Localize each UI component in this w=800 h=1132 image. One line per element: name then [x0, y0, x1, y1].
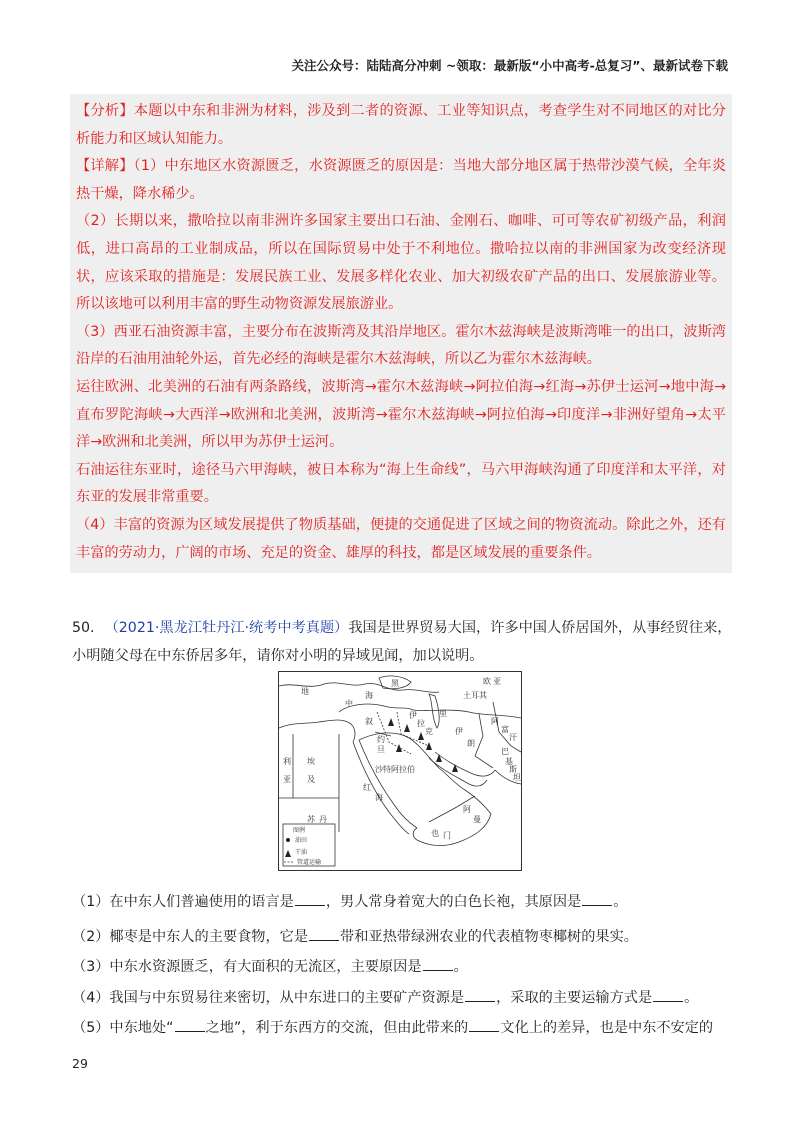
answer-blank[interactable]: [295, 891, 325, 906]
question-source: （2021·黑龙江牡丹江·统考中考真题）: [104, 620, 349, 636]
map-label-yue: 约: [377, 735, 385, 744]
legend-pipeline: 管道运输: [297, 859, 322, 866]
subq4-mid: ，采取的主要运输方式是: [496, 990, 653, 1006]
subq5-pre: （5）中东地处“: [72, 1020, 174, 1036]
legend-oil: 干油: [295, 849, 308, 856]
map-label-hai: 海: [365, 691, 373, 700]
subq5-mid: 之地”，利于东西方的交流，但由此带来的: [205, 1020, 469, 1036]
answer-blank[interactable]: [423, 956, 453, 971]
subquestion-1: [72, 891, 732, 912]
map-drawing: [279, 672, 521, 870]
map-label-tan: 坦: [513, 773, 521, 782]
question-text: 我国是世界贸易大国，许多中国人侨居国外，从事经贸往来，小明随父母在中东侨居多年，请你对小明的异域见闻，加以说明。: [72, 620, 732, 664]
map-label-han: 汗: [509, 733, 517, 742]
question-50: [72, 614, 732, 670]
subq1-pre: （1）在中东人们普遍使用的语言是: [72, 894, 294, 910]
subq4-post: 。: [684, 990, 699, 1006]
subq3-mid: 。: [453, 959, 468, 975]
answer-blank[interactable]: [175, 1017, 205, 1032]
map-label-ye: 也: [431, 829, 439, 838]
map-label-ya2: 亚: [493, 677, 501, 686]
map-label-li2: 里: [439, 709, 447, 718]
map-label-jii: 基: [505, 757, 513, 766]
detail-part-3: （3）西亚石油资源丰富，主要分布在波斯湾及其沿岸地区。霍尔木兹海峡是波斯湾唯一的出口，波斯湾沿岸的石油用油轮外运，首先必经的海峡是霍尔木兹海峡，所以乙为霍尔木兹海峡。: [76, 323, 726, 368]
subq1-post: 。: [613, 894, 628, 910]
subquestion-2: [72, 926, 732, 947]
analysis-paragraph: [76, 98, 726, 153]
middle-east-map: [278, 671, 522, 871]
map-label-turkey: 土耳其: [463, 691, 487, 700]
map-label-hong: 红: [363, 783, 371, 792]
map-label-di: 地: [301, 687, 309, 696]
xiangjie-text: （1）中东地区水资源匮乏，水资源匮乏的原因是：当地大部分地区属于热带沙漠气候，全年炎热干燥，降水稀少。: [76, 158, 726, 202]
answer-blank[interactable]: [465, 987, 495, 1002]
question-number: 50.: [72, 620, 95, 636]
subq3-pre: （3）中东水资源匮乏，有大面积的无流区，主要原因是: [72, 959, 422, 975]
map-label-ou: 欧: [483, 677, 491, 686]
subq4-pre: （4）我国与中东贸易往来密切，从中东进口的主要矿产资源是: [72, 990, 465, 1006]
answer-blank[interactable]: [582, 891, 612, 906]
answer-blank[interactable]: [653, 987, 683, 1002]
subq2-mid: 带和亚热带绿洲农业的代表植物枣椰树的果实。: [340, 929, 638, 945]
map-label-dan2: 丹: [319, 815, 327, 824]
map-label-saudi: 沙特阿拉伯: [375, 765, 415, 774]
legend-title: 图例: [293, 827, 306, 834]
xiangjie-tag: 【详解】: [76, 158, 134, 175]
subq2-pre: （2）椰枣是中东人的主要食物，它是: [72, 929, 309, 945]
detail-oil-routes: 运往欧洲、北美洲的石油有两条路线，波斯湾→霍尔木兹海峡→阿拉伯海→红海→苏伊士运河→地中海→直布罗陀海峡→大西洋→欧洲和北美洲，波斯湾→霍尔木兹海峡→阿拉伯海→印度洋→非洲好望角→太平洋→欧洲和北美洲，所以甲为苏伊士运河。: [76, 378, 726, 451]
map-label-la: 拉: [417, 719, 425, 728]
fenxi-text: 本题以中东和非洲为材料，涉及到二者的资源、工业等知识点，考查学生对不同地区的对比分析能力和区域认知能力。: [76, 103, 726, 147]
subq1-mid: ，男人常身着宽大的白色长袍，其原因是: [325, 894, 582, 910]
detail-part-2: （2）长期以来，撒哈拉以南非洲许多国家主要出口石油、金刚石、咖啡、可可等农矿初级产品，利润低，进口高昂的工业制成品，所以在国际贸易中处于不利地位。撒哈拉以南的非洲国家为改变经济现状，应该采取的措施是：发展民族工业、发展多样化农业、加大初级农矿产品的出口、发展旅游业等。所以该地可以利用丰富的野生动物资源发展旅游业。: [76, 213, 726, 313]
map-label-lang: 朗: [467, 739, 475, 748]
map-label-ke: 克: [425, 727, 433, 736]
map-label-si: 斯: [509, 765, 517, 774]
map-label-su: 苏: [307, 815, 315, 824]
detail-part-4: （4）丰富的资源为区域发展提供了物质基础，便捷的交通促进了区域之间的物资流动。除此之外，还有丰富的劳动力，广阔的市场、充足的资金、雄厚的科技，都是区域发展的重要条件。: [76, 516, 726, 561]
subquestion-3: [72, 956, 732, 977]
map-label-hai2: 海: [375, 793, 383, 802]
map-label-zhong: 中: [345, 699, 353, 708]
map-label-hei: 黑: [391, 679, 399, 688]
answer-blank[interactable]: [309, 926, 339, 941]
map-label-fu: 富: [501, 725, 509, 734]
answer-blank[interactable]: [469, 1017, 499, 1032]
map-label-ji: 及: [307, 775, 315, 784]
subquestion-4: [72, 987, 732, 1008]
map-label-xu: 叙: [365, 717, 373, 726]
map-label-li: 利: [283, 757, 291, 766]
detail-malacca: 石油运往东亚时，途径马六甲海峡，被日本称为“海上生命线”，马六甲海峡沟通了印度洋和太平洋，对东亚的发展非常重要。: [76, 461, 726, 506]
map-label-dan: 旦: [377, 745, 385, 754]
map-label-yi2: 伊: [409, 711, 417, 720]
map-label-a: 阿: [491, 717, 499, 726]
legend-oilfield: 油田: [295, 837, 308, 844]
map-label-men: 门: [443, 831, 451, 840]
page-number: 29: [72, 1056, 88, 1071]
map-label-ya: 亚: [283, 775, 291, 784]
map-label-a2: 阿: [463, 805, 471, 814]
detail-paragraph: [76, 153, 726, 208]
map-label-ba: 巴: [501, 747, 509, 756]
subquestion-5: [72, 1017, 732, 1038]
fenxi-tag: 【分析】: [76, 103, 134, 119]
subq5-post: 文化上的差异，也是中东不安定的: [500, 1020, 714, 1036]
page-header: 关注公众号：陆陆高分冲刺 ~领取：最新版“小中高考-总复习”、最新试卷下载: [291, 58, 728, 73]
analysis-box: [70, 94, 732, 573]
map-label-ai: 埃: [307, 757, 315, 766]
map-label-man: 曼: [473, 815, 481, 824]
map-label-yi: 伊: [455, 727, 463, 736]
